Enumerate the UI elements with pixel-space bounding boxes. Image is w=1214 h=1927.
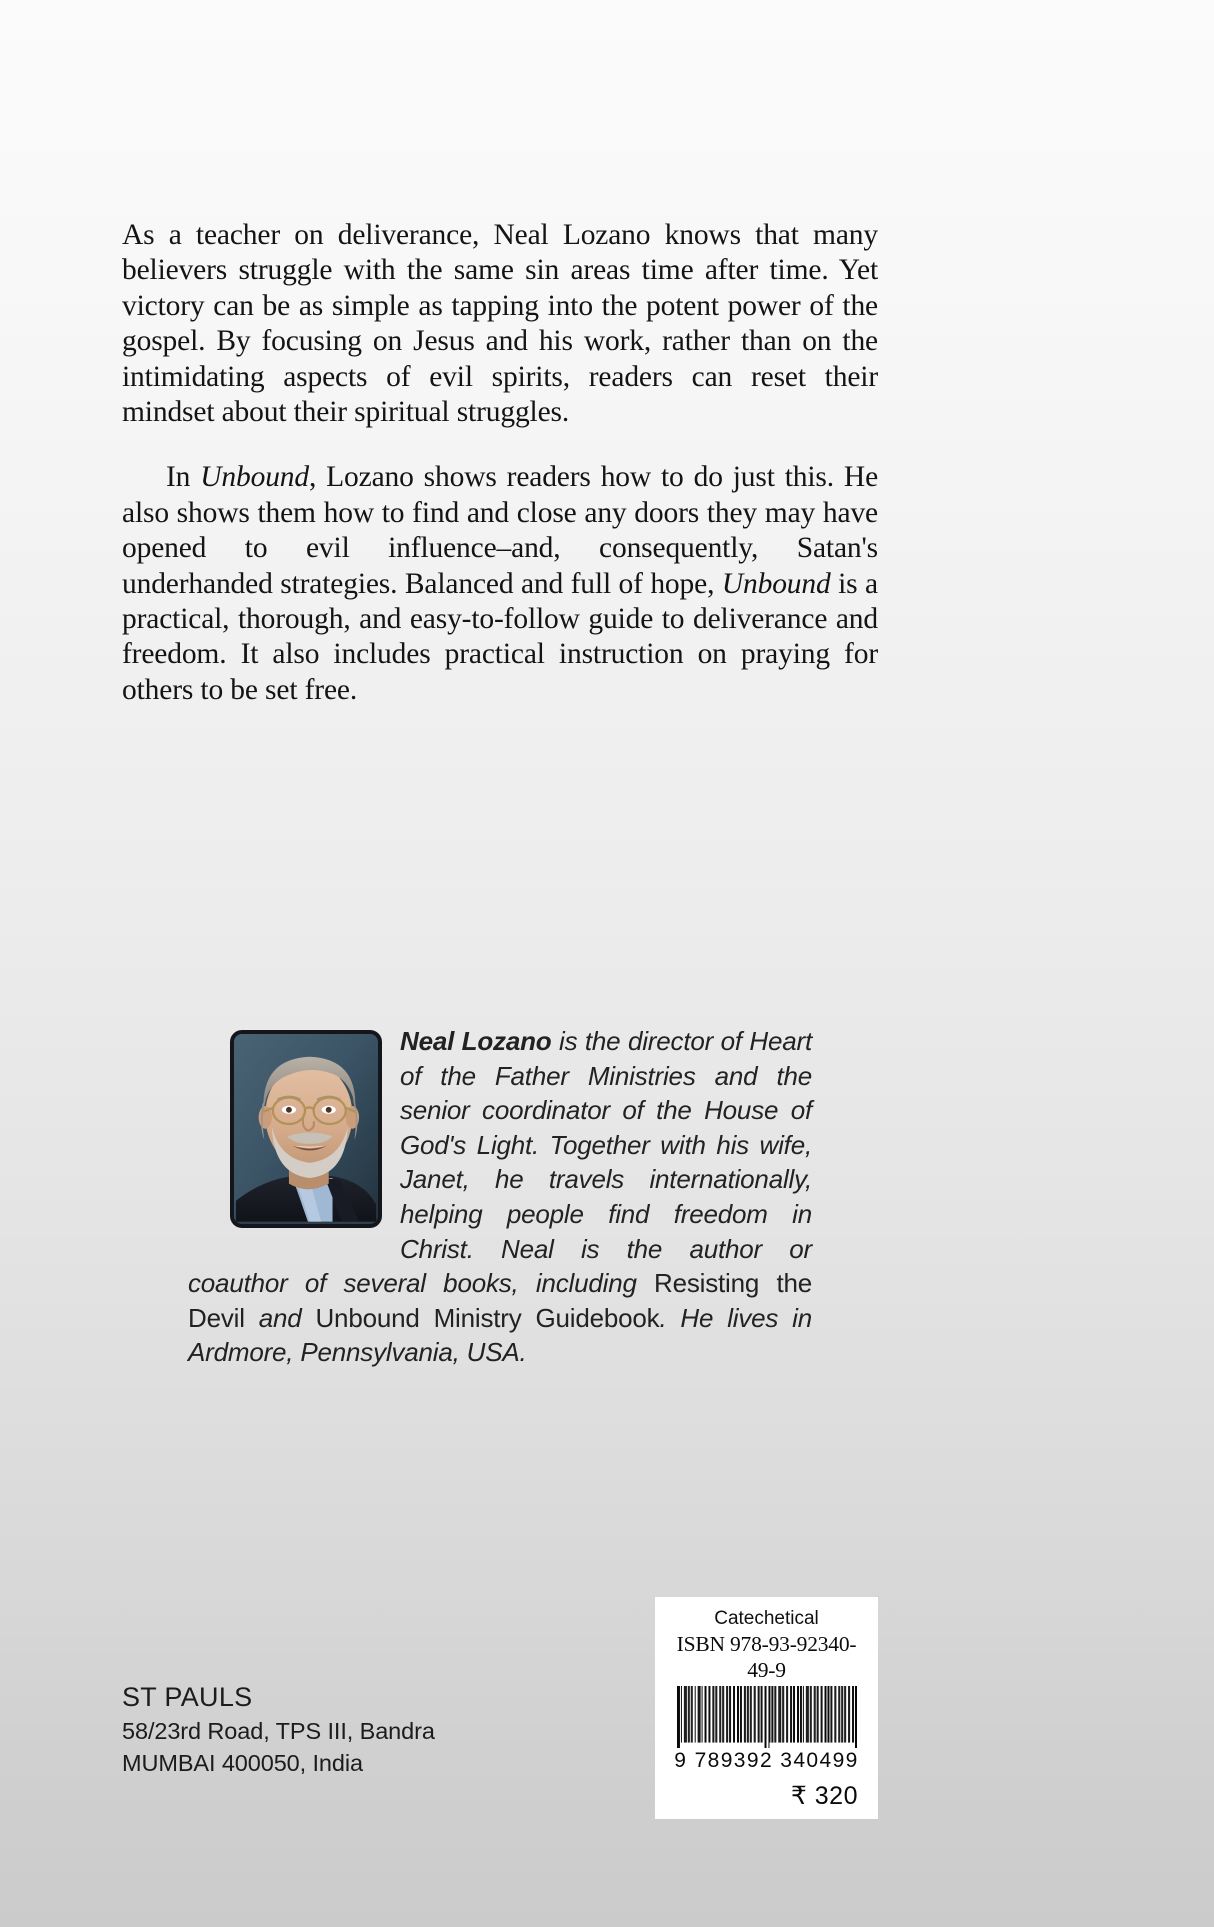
blurb-paragraph-2: In Unbound, Lozano shows readers how to do just this. He also shows them how to find and close any doors they may have opened to evil influence–and, consequently, Satan's underhanded strategies. Balanced and full of hope, Unbound is a practical, thorough, and easy-to-follow guide to deliverance and freedom. It also includes practical instruction on praying for others to be set free.: [122, 461, 879, 706]
barcode-image: [677, 1686, 857, 1748]
blurb-paragraph-1: As a teacher on deliverance, Neal Lozano knows that many believers struggle with the same sin areas time after time. Yet victory can be as simple as tapping into the potent power of the gospel. By focusing on Jesus and his work, rather than on the intimidating aspects of evil spirits, readers can reset their mindset about their spiritual struggles.: [122, 219, 878, 429]
isbn-label: ISBN 978-93-92340-49-9: [676, 1632, 857, 1682]
author-bio-text: Neal Lozano is the director of Heart of the Father Ministries and the senior coordinator of the House of God's Light. Together with his wife, Janet, he travels internationally, helping people find freedom in Christ. Neal is the author or coauthor of several books, including Resisting the Devil and Unbound Ministry Guidebook. He lives in Ardmore, Pennsylvania, USA.: [188, 1026, 813, 1368]
author-portrait-image: [234, 1034, 378, 1222]
author-photo: [230, 1030, 382, 1228]
publisher-block: [122, 1680, 435, 1779]
imprint-label: Catechetical: [714, 1608, 819, 1629]
author-section: [188, 1024, 812, 1370]
price-label: ₹ 320: [790, 1782, 858, 1810]
blurb-section: [122, 218, 878, 708]
publisher-name: ST PAULS: [122, 1682, 253, 1712]
publisher-address-line-2: MUMBAI 400050, India: [122, 1750, 363, 1776]
barcode-panel: [655, 1597, 878, 1819]
publisher-address-line-1: 58/23rd Road, TPS III, Bandra: [122, 1718, 435, 1744]
barcode-digits: 9 789392 340499: [674, 1749, 859, 1772]
